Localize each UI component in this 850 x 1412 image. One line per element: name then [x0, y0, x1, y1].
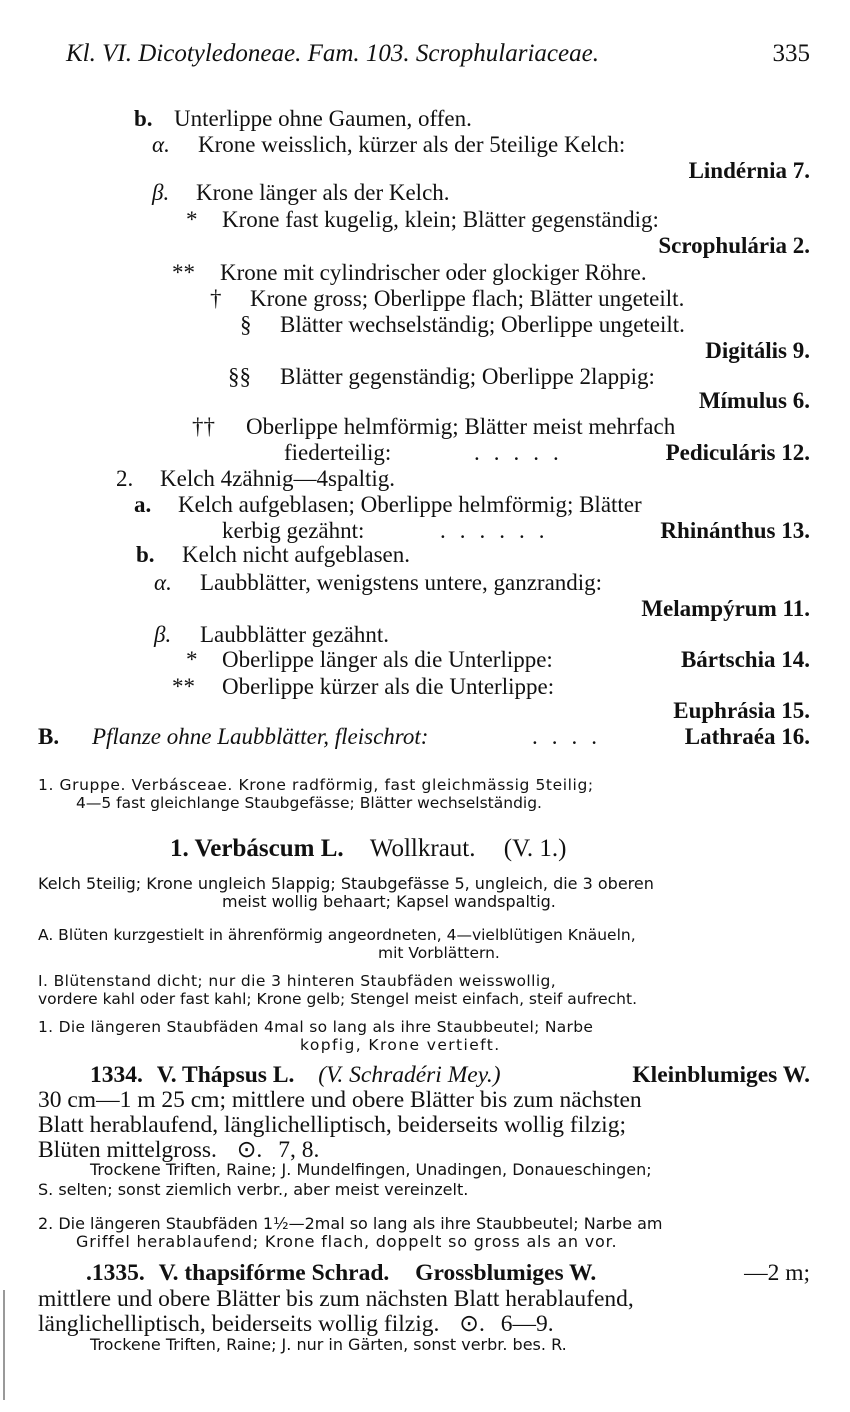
section-a: A. Blüten kurzgestielt in ährenförmig angeordneten, 4—vielblütigen Knäueln,	[38, 926, 636, 944]
section-a: mit Vorblättern.	[378, 944, 500, 962]
species-1335-text: mittlere und obere Blätter bis zum nächsten Blatt herablaufend,	[38, 1286, 634, 1312]
species-1335-text: länglichelliptisch, beiderseits wollig filzig. ⊙. 6—9.	[38, 1311, 554, 1337]
key-line: B. Pflanze ohne Laubblätter, fleischrot: .... Lathraéa 16.	[38, 724, 810, 749]
biennial-symbol: ⊙.	[236, 1137, 263, 1163]
species-1334-text: Blüten mittelgross. ⊙. 7, 8.	[38, 1137, 320, 1163]
key-line: ** Oberlippe kürzer als die Unterlippe:	[172, 674, 555, 699]
page-number: 335	[772, 40, 810, 67]
key-line: * Krone fast kugelig, klein; Blätter gegenständig:	[186, 207, 659, 232]
key-line: b. Kelch nicht aufgeblasen.	[136, 542, 410, 567]
key-line: §§ Blätter gegenständig; Oberlippe 2lappig:	[228, 364, 655, 389]
key-line: 2. Kelch 4zähnig—4spaltig.	[116, 466, 396, 491]
key-line: α. Krone weisslich, kürzer als der 5teilige Kelch:	[152, 132, 626, 157]
genus-heading: 1. Verbáscum L. Wollkraut. (V. 1.)	[170, 835, 567, 862]
group-line: 4—5 fast gleichlange Staubgefässe; Blätter wechselständig.	[76, 794, 542, 812]
key-result: Melampýrum 11.	[641, 596, 810, 621]
species-1334-text: Blatt herablaufend, länglichelliptisch, beiderseits wollig filzig;	[38, 1112, 626, 1138]
key-result: Euphrásia 15.	[673, 698, 810, 723]
key-result: Digitális 9.	[705, 338, 810, 363]
genus-desc: meist wollig behaart; Kapsel wandspaltig.	[222, 892, 556, 911]
section-1: 1. Die längeren Staubfäden 4mal so lang als ihre Staubbeutel; Narbe	[38, 1018, 594, 1036]
key-line: β. Krone länger als der Kelch.	[152, 180, 450, 205]
species-1334-habitat: S. selten; sonst ziemlich verbr., aber meist vereinzelt.	[38, 1180, 469, 1199]
section-2: 2. Die längeren Staubfäden 1½—2mal so lang als ihre Staubbeutel; Narbe am	[38, 1214, 663, 1233]
running-header	[66, 40, 810, 76]
genus-desc: Kelch 5teilig; Krone ungleich 5lappig; Staubgefässe 5, ungleich, die 3 oberen	[38, 874, 654, 893]
key-line: α. Laubblätter, wenigstens untere, ganzrandig:	[154, 570, 603, 595]
key-line: * Oberlippe länger als die Unterlippe: Bártschia 14.	[186, 647, 810, 672]
key-line: kerbig gezähnt: ...... Rhinánthus 13.	[222, 518, 810, 543]
key-line: †† Oberlippe helmförmig; Blätter meist mehrfach	[192, 414, 676, 439]
species-1334-text: 30 cm—1 m 25 cm; mittlere und obere Blätter bis zum nächsten	[38, 1087, 642, 1113]
key-line: ** Krone mit cylindrischer oder glockiger Röhre.	[172, 260, 647, 285]
species-1334-heading: 1334. V. Thápsus L. (V. Schradéri Mey.) Kleinblumiges W.	[90, 1062, 810, 1088]
key-result: Mímulus 6.	[698, 388, 810, 413]
key-result: Lindérnia 7.	[688, 158, 810, 183]
running-title: Kl. VI. Dicotyledoneae. Fam. 103. Scrophulariaceae.	[66, 40, 599, 67]
section-i: I. Blütenstand dicht; nur die 3 hinteren Staubfäden weisswollig,	[38, 972, 557, 990]
scan-edge-line	[3, 1290, 5, 1400]
key-line: fiederteilig: ..... Pediculáris 12.	[284, 440, 810, 465]
key-result: Scrophulária 2.	[658, 233, 810, 258]
key-line: a. Kelch aufgeblasen; Oberlippe helmförmig; Blätter	[134, 492, 642, 517]
section-1: kopfig, Krone vertieft.	[300, 1036, 501, 1054]
key-line: β. Laubblätter gezähnt.	[154, 622, 390, 647]
biennial-symbol: ⊙.	[459, 1311, 485, 1337]
section-2: Griffel herablaufend; Krone flach, doppelt so gross als an vor.	[76, 1232, 618, 1251]
species-1334-habitat: Trockene Triften, Raine; J. Mundelfingen, Unadingen, Donaueschingen;	[90, 1160, 652, 1179]
group-line: 1. Gruppe. Verbásceae. Krone radförmig, fast gleichmässig 5teilig;	[38, 776, 594, 794]
key-line: † Krone gross; Oberlippe flach; Blätter ungeteilt.	[210, 286, 685, 311]
key-line: § Blätter wechselständig; Oberlippe ungeteilt.	[240, 312, 685, 337]
key-line: b. Unterlippe ohne Gaumen, offen.	[134, 106, 472, 131]
species-1335-heading: .1335. V. thapsifórme Schrad. Grossblumiges W. —2 m;	[86, 1260, 810, 1286]
section-i: vordere kahl oder fast kahl; Krone gelb; Stengel meist einfach, steif aufrecht.	[38, 990, 637, 1008]
species-1335-habitat: Trockene Triften, Raine; J. nur in Gärten, sonst verbr. bes. R.	[90, 1335, 567, 1354]
